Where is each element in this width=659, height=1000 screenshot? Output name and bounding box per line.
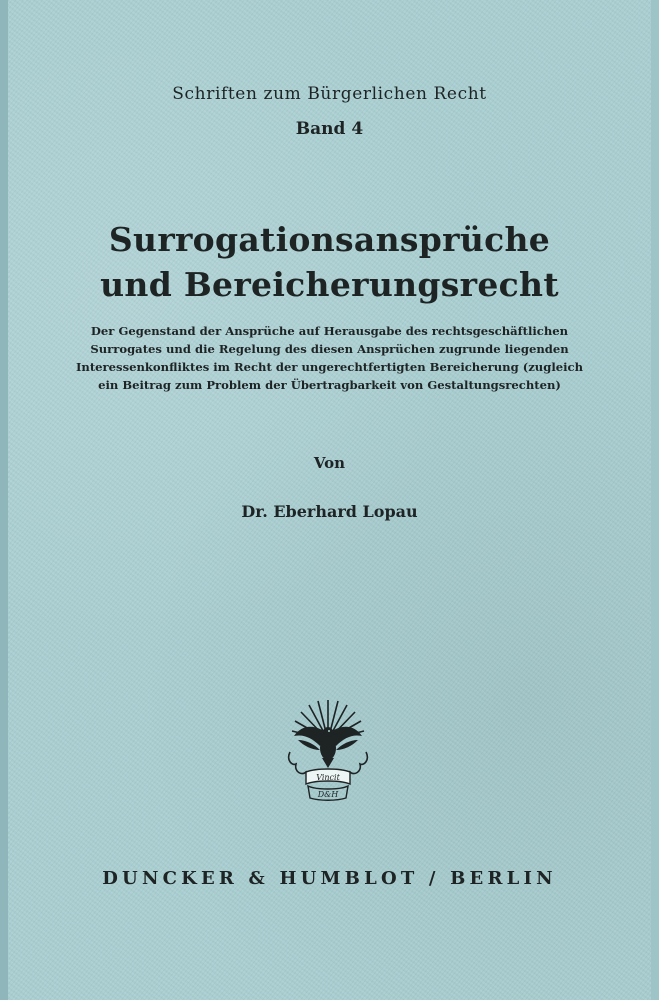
book-title-line-2: und Bereicherungsrecht (100, 265, 559, 304)
subtitle-line-3: Interessenkonfliktes im Recht der ungerechtfertigten Bereicherung (zugleich (75, 360, 584, 374)
publisher: DUNCKER & HUMBLOT / BERLIN (102, 868, 557, 889)
volume-number: Band 4 (295, 119, 364, 139)
eagle-emblem-icon (286, 694, 370, 802)
cover-right-edge (651, 0, 659, 1000)
series-title: Schriften zum Bürgerlichen Recht (172, 84, 487, 104)
by-label: Von (313, 454, 346, 472)
logo-motto: Vincit (316, 773, 340, 782)
subtitle-line-2: Surrogates und die Regelung des diesen Ansprüchen zugrunde liegenden (90, 342, 569, 356)
book-title-line-1: Surrogationsansprüche (108, 220, 551, 259)
author-name: Dr. Eberhard Lopau (241, 502, 418, 521)
cover-left-edge (0, 0, 8, 1000)
subtitle-line-4: ein Beitrag zum Problem der Übertragbarkeit von Gestaltungsrechten) (98, 378, 561, 392)
logo-monogram: D&H (317, 790, 339, 799)
subtitle-line-1: Der Gegenstand der Ansprüche auf Herausgabe des rechtsgeschäftlichen (90, 324, 569, 338)
